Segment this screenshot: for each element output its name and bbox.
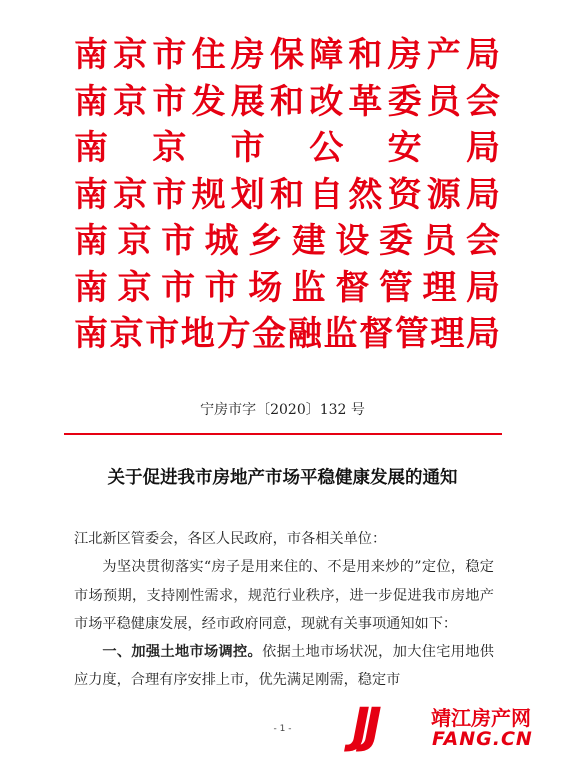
clause-text: 依据土地市场状况，加大住宅用地供应力度，合理有序安排上市，优先满足刚需，稳定市 xyxy=(74,644,494,689)
agency-name: 南京市公安局 xyxy=(74,128,500,168)
red-divider-line xyxy=(64,433,502,435)
watermark-logo-letters: JJ xyxy=(352,698,376,754)
document-body xyxy=(74,525,494,695)
agency-name: 南京市住房保障和房产局 xyxy=(74,35,500,75)
agency-name: 南京市规划和自然资源局 xyxy=(74,174,500,215)
salutation: 江北新区管委会，各区人民政府，市各相关单位： xyxy=(74,531,387,547)
agency-name: 南京市市场监督管理局 xyxy=(74,267,500,308)
intro-paragraph: 为坚决贯彻落实“房子是用来住的、不是用来炒的”定位，稳定市场预期，支持刚性需求，规范行业秩序，进一步促进我市房地产市场平稳健康发展，经市政府同意，现就有关事项通知如下： xyxy=(74,559,494,632)
site-watermark xyxy=(352,698,562,754)
clause-paragraph xyxy=(74,638,494,695)
agency-name: 南京市城乡建设委员会 xyxy=(74,221,500,261)
agency-name: 南京市地方金融监督管理局 xyxy=(74,314,500,354)
document-number: 宁房市字〔2020〕132 号 xyxy=(200,402,365,418)
page-number: - 1 - xyxy=(273,724,292,734)
issuing-agencies-header xyxy=(74,32,500,358)
document-title: 关于促进我市房地产市场平稳健康发展的通知 xyxy=(107,468,458,488)
watermark-domain: FANG.CN xyxy=(432,728,533,750)
clause-title: 一、加强土地市场调控。 xyxy=(102,644,263,661)
agency-name: 南京市发展和改革委员会 xyxy=(74,81,500,122)
watermark-site-name: 靖江房产网 xyxy=(428,702,534,731)
